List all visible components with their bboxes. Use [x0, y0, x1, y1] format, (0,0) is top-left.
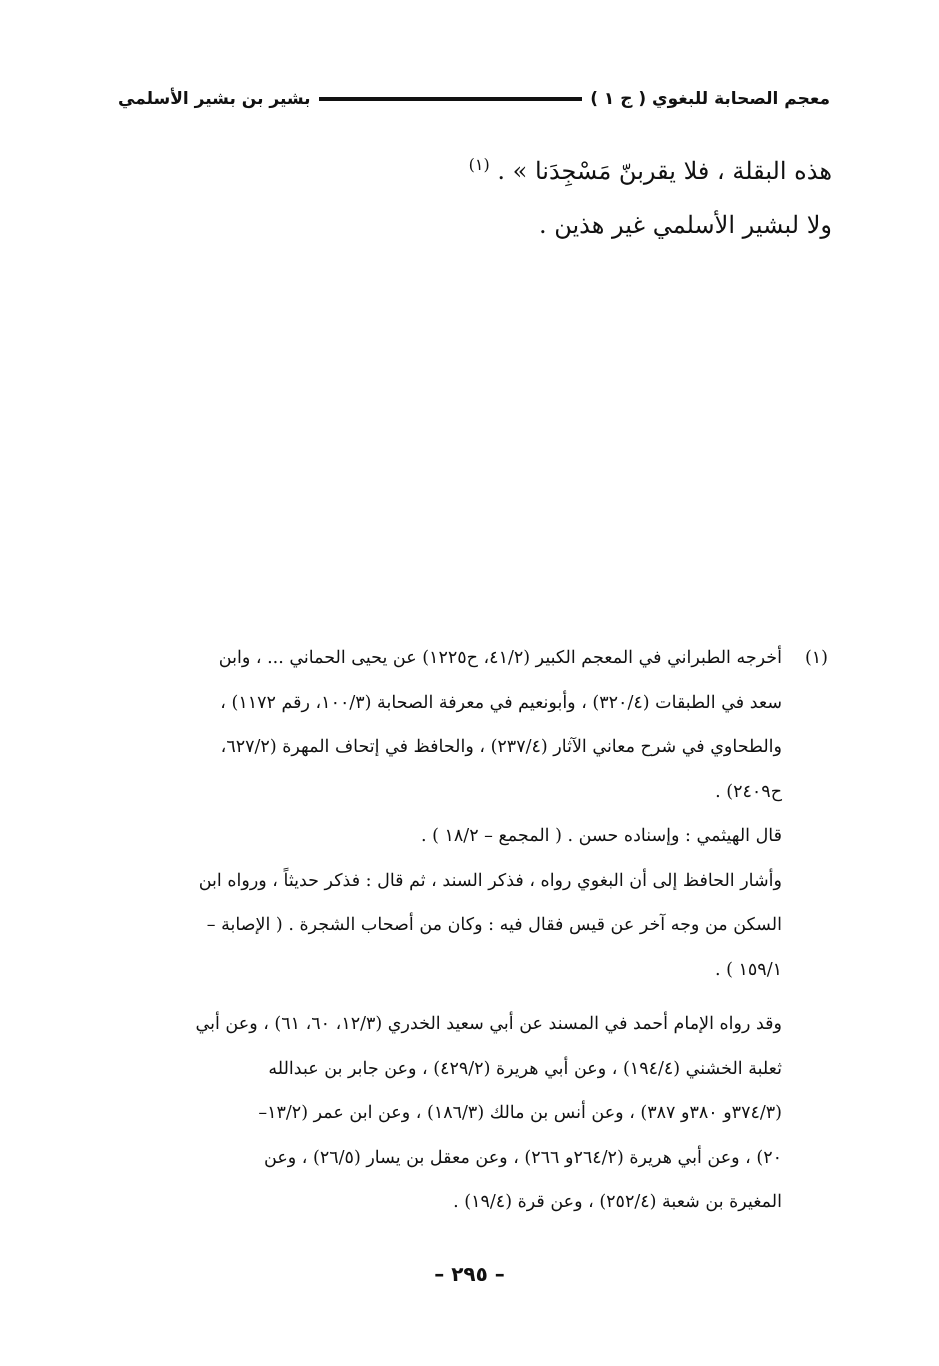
header-rule — [319, 97, 583, 101]
footnote-line: والطحاوي في شرح معاني الآثار (٢٣٧/٤) ، والحافظ في إتحاف المهرة (٦٢٧/٢، — [220, 737, 782, 757]
main-line-text: ولا لبشير الأسلمي غير هذين . — [538, 211, 832, 239]
footnote-haythami: قال الهيثمي : وإسناده حسن . ( المجمع – ١٨/٢ ) . — [420, 826, 782, 846]
main-line — [120, 138, 832, 198]
main-text — [120, 138, 832, 252]
footnote-item — [110, 636, 828, 814]
footnote-line: ١٥٩/١ ) . — [714, 959, 782, 980]
footnote-marker: (١) — [468, 155, 490, 174]
footnote-line: وأشار الحافظ إلى أن البغوي رواه ، فذكر السند ، ثم قال : فذكر حديثاً ، ورواه ابن — [198, 870, 782, 891]
footnote-line: ٢٠) ، وعن أبي هريرة (٢٦٤/٢و ٢٦٦) ، وعن معقل بن يسار (٢٦/٥) ، وعن — [264, 1147, 782, 1168]
footnote-line: المغيرة بن شعبة (٢٥٢/٤) ، وعن قرة (١٩/٤) . — [453, 1192, 782, 1212]
footnote-line: (٣٧٤/٣و ٣٨٠و ٣٨٧) ، وعن أنس بن مالك (١٨٦/٣) ، وعن ابن عمر (١٣/٢– — [258, 1103, 782, 1123]
footnote-spacer — [110, 992, 828, 1002]
footnote-line: أخرجه الطبراني في المعجم الكبير (٤١/٢، ح١٢٢٥) عن يحيى الحماني ... ، وابن — [218, 648, 782, 668]
footnote-line: السكن من وجه آخر عن قيس فقال فيه : وكان من أصحاب الشجرة . ( الإصابة – — [206, 915, 782, 935]
footnote-line: وقد رواه الإمام أحمد في المسند عن أبي سعيد الخدري (١٢/٣، ٦٠، ٦١) ، وعن أبي — [195, 1014, 782, 1034]
footnote-body — [110, 636, 782, 814]
header-book-title: معجم الصحابة للبغوي ( ج ١ ) — [590, 89, 830, 109]
main-line — [120, 198, 832, 252]
footnote-line: ح٢٤٠٩) . — [715, 781, 782, 802]
footnote-line: سعد في الطبقات (٣٢٠/٤) ، وأبونعيم في معرفة الصحابة (١٠٠/٣، رقم ١١٧٢) ، — [220, 692, 782, 713]
footnote-number: (١) — [804, 648, 828, 668]
page-number: – ٢٩٥ – — [434, 1262, 505, 1286]
footnote-line: ثعلبة الخشني (١٩٤/٤) ، وعن أبي هريرة (٤٢٩/٢) ، وعن جابر بن عبدالله — [268, 1058, 782, 1079]
main-line-text: هذه البقلة ، فلا يقربنّ مَسْجِدَنا » . — [497, 157, 832, 185]
running-header — [118, 84, 830, 114]
header-entry-name: بشير بن بشير الأسلمي — [118, 89, 311, 109]
footnotes — [110, 636, 828, 1225]
